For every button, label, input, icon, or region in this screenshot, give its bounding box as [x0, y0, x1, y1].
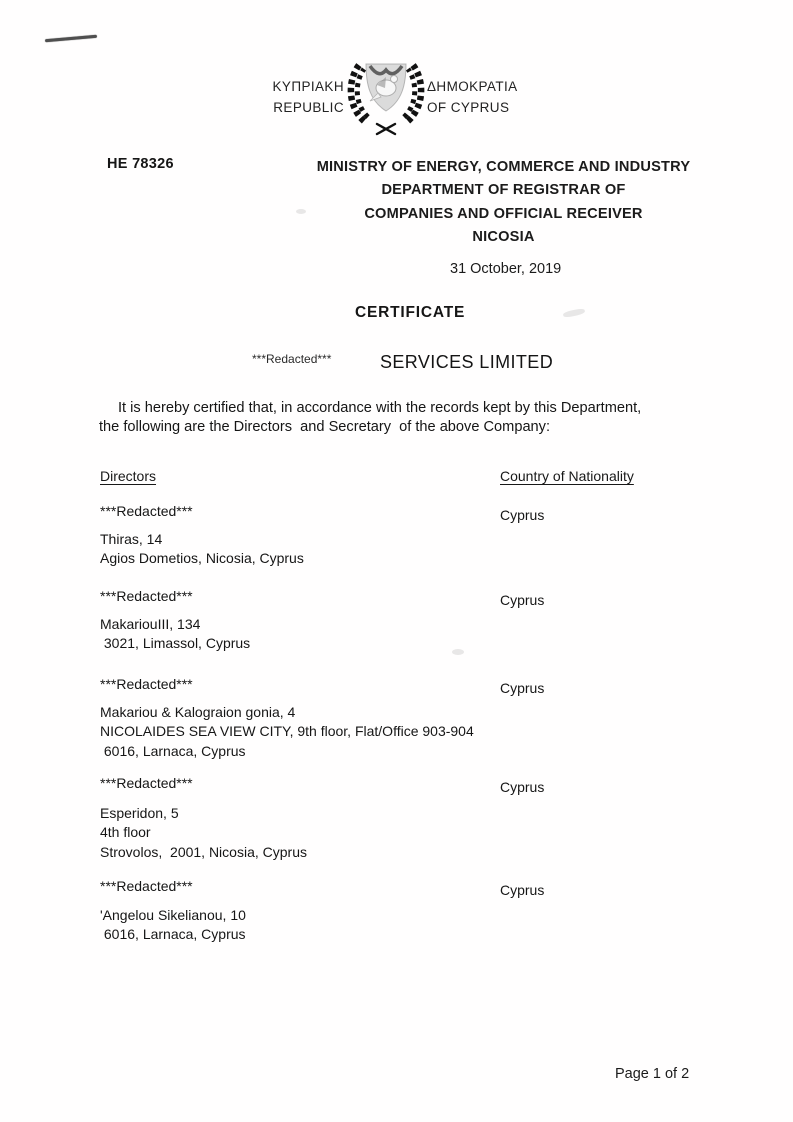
emblem-text-greek-right [427, 76, 547, 118]
director-nationality: Cyprus [500, 680, 545, 696]
registration-number: HE 78326 [107, 156, 174, 172]
certificate-title: CERTIFICATE [355, 304, 466, 321]
address-line: 6016, Larnaca, Cyprus [100, 742, 246, 759]
director-name: ***Redacted*** [100, 676, 193, 692]
ministry-line: COMPANIES AND OFFICIAL RECEIVER [364, 205, 643, 222]
emblem-label: ΔΗΜΟΚΡΑΤΙΑ [427, 79, 518, 94]
address-line: NICOLAIDES SEA VIEW CITY, 9th floor, Flat/Office 903-904 [100, 723, 474, 740]
director-address [100, 906, 246, 945]
address-line: 'Angelou Sikelianou, 10 [100, 907, 246, 923]
director-nationality: Cyprus [500, 882, 545, 898]
ministry-line: MINISTRY OF ENERGY, COMMERCE AND INDUSTRY [316, 159, 691, 175]
director-name: ***Redacted*** [100, 588, 193, 604]
address-line: 4th floor [100, 824, 151, 841]
scan-smudge [452, 649, 464, 655]
ministry-line: DEPARTMENT OF REGISTRAR OF [381, 182, 626, 199]
scan-smudge [563, 308, 586, 318]
emblem-label: ΚΥΠΡΙΑΚΗ [272, 79, 344, 94]
emblem-text-greek-left [238, 76, 344, 118]
director-nationality: Cyprus [500, 592, 545, 608]
director-address [100, 615, 250, 654]
address-line: Esperidon, 5 [100, 805, 179, 821]
director-name: ***Redacted*** [100, 503, 193, 519]
address-line: Strovolos, 2001, Nicosia, Cyprus [100, 843, 307, 860]
document-date: 31 October, 2019 [450, 261, 562, 277]
address-line: Thiras, 14 [100, 531, 163, 547]
address-line: MakariouIII, 134 [100, 616, 201, 632]
company-name-redacted: ***Redacted*** [252, 352, 332, 366]
paragraph-line: It is hereby certified that, in accordance with the records kept by this Department, [118, 400, 642, 416]
address-line: Makariou & Kalograion gonia, 4 [100, 704, 296, 720]
scan-artifact-mark [45, 35, 97, 43]
directors-column-header: Directors [100, 468, 157, 484]
director-address [100, 703, 474, 761]
director-address [100, 530, 304, 569]
address-line: 3021, Limassol, Cyprus [100, 635, 251, 652]
address-line: 6016, Larnaca, Cyprus [100, 926, 246, 943]
cyprus-coat-of-arms-icon [344, 57, 428, 139]
page-number: Page 1 of 2 [615, 1066, 690, 1082]
nationality-column-header: Country of Nationality [500, 468, 634, 484]
certification-paragraph [99, 399, 719, 437]
ministry-line: NICOSIA [472, 229, 535, 246]
director-name: ***Redacted*** [100, 775, 193, 791]
director-nationality: Cyprus [500, 779, 545, 795]
emblem-label: REPUBLIC [273, 100, 344, 115]
address-line: Agios Dometios, Nicosia, Cyprus [100, 550, 304, 567]
director-name: ***Redacted*** [100, 878, 193, 894]
director-nationality: Cyprus [500, 507, 545, 523]
emblem-label: OF CYPRUS [427, 100, 510, 115]
ministry-heading [280, 156, 727, 250]
paragraph-line: the following are the Directors and Secretary of the above Company: [99, 419, 551, 435]
director-address [100, 804, 307, 862]
company-name: SERVICES LIMITED [380, 352, 554, 372]
